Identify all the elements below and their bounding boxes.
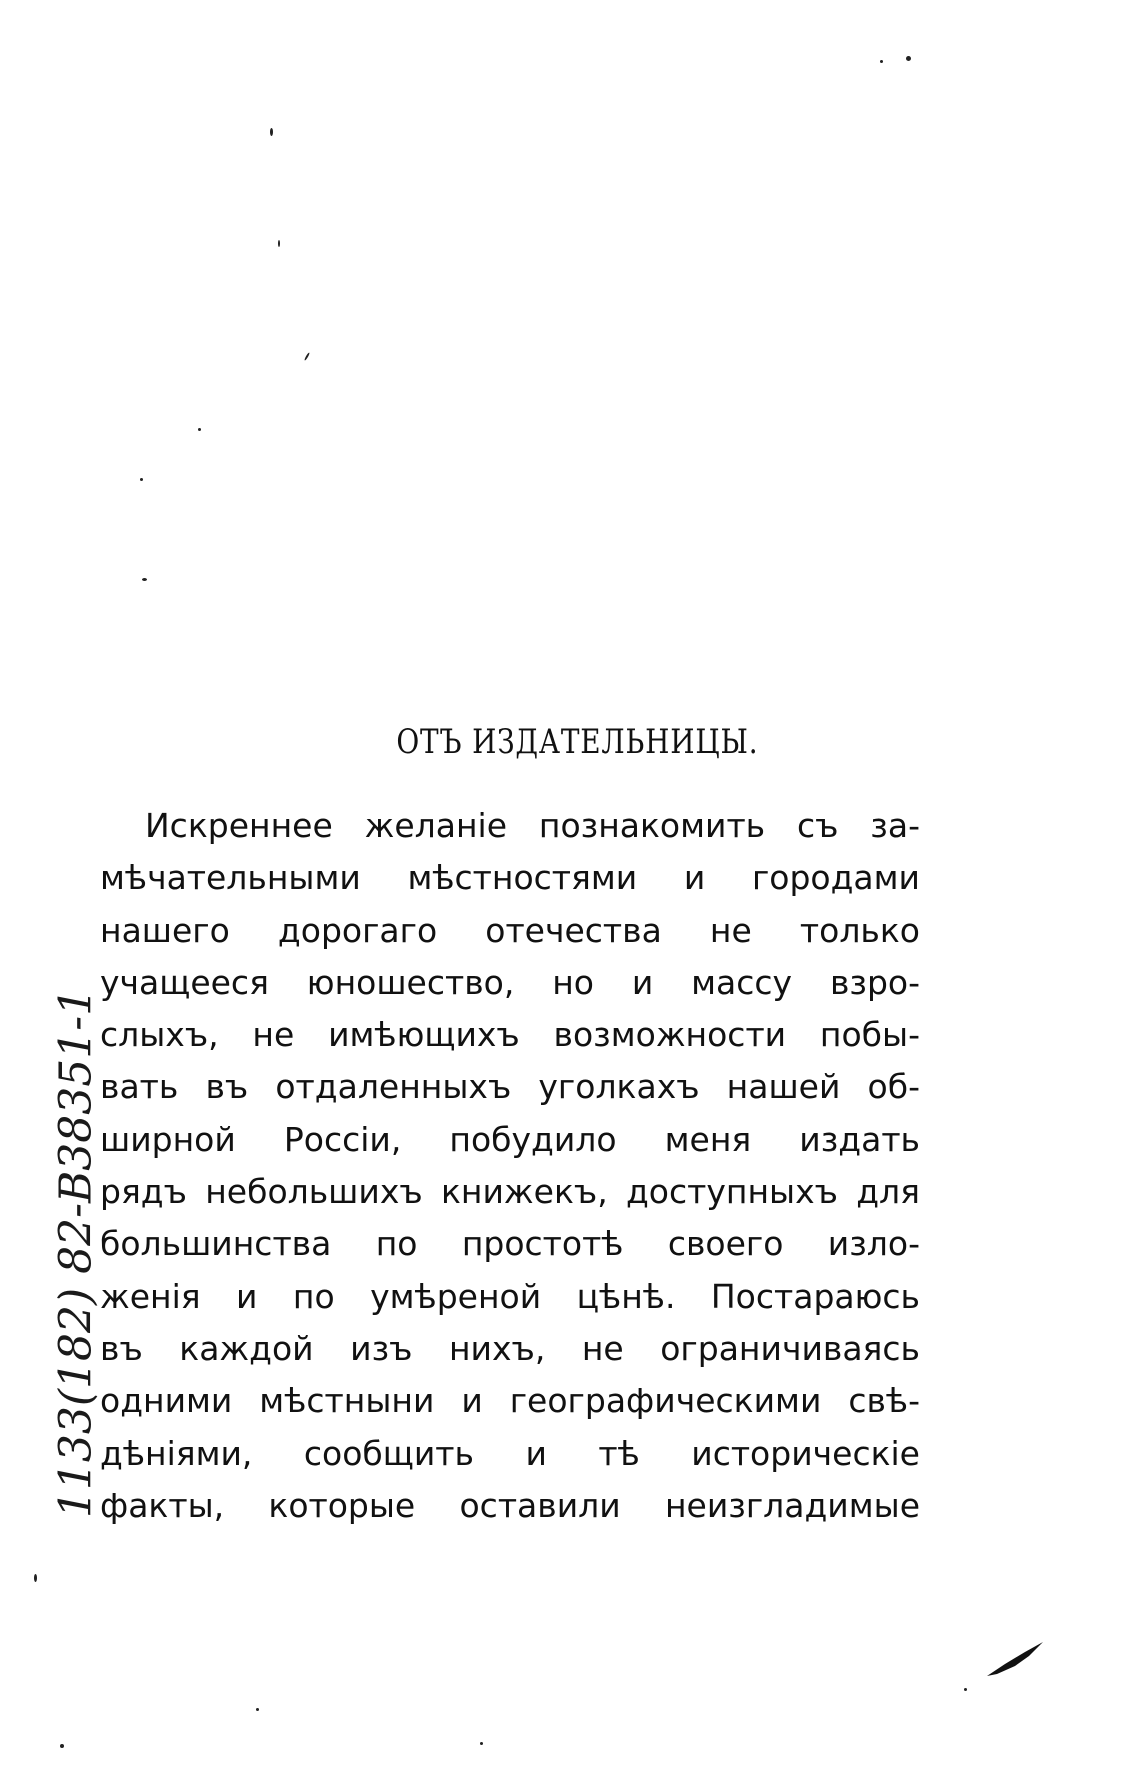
ink-smudge <box>985 1640 1045 1680</box>
scan-speck <box>34 1574 37 1582</box>
text-line: одними мѣстныни и географическими свѣ- <box>100 1381 920 1421</box>
text-line: рядъ небольшихъ книжекъ, доступныхъ для <box>100 1172 920 1212</box>
scan-speck <box>964 1688 967 1691</box>
text-line: учащееся юношество, но и массу взро- <box>100 962 920 1002</box>
scan-speck <box>142 578 147 581</box>
text-line: въ каждой изъ нихъ, не ограничиваясь <box>100 1328 920 1368</box>
section-heading: ОТЪ ИЗДАТЕЛЬНИЦЫ. <box>396 722 759 762</box>
marginalia <box>46 808 106 1698</box>
scan-speck <box>140 478 143 481</box>
text-line: факты, которые оставили неизгладимые <box>100 1485 920 1525</box>
text-line: женія и по умѣреной цѣнѣ. Постараюсь <box>100 1276 920 1316</box>
text-line: слыхъ, не имѣющихъ возможности побы- <box>100 1015 920 1055</box>
text-line: нашего дорогаго отечества не только <box>100 910 920 950</box>
scan-speck <box>198 428 201 431</box>
text-line: ширной Россіи, побудило меня издать <box>100 1119 920 1159</box>
text-line: мѣчательными мѣстностями и городами <box>100 858 920 898</box>
scan-speck <box>906 56 911 61</box>
scan-speck <box>60 1744 64 1748</box>
scan-speck <box>278 240 280 247</box>
text-line: Искреннее желаніе познакомить съ за- <box>145 806 920 845</box>
text-line: большинства по простотѣ своего изло- <box>100 1224 920 1264</box>
body-text <box>100 800 920 1532</box>
text-line: дѣніями, сообщить и тѣ историческіе <box>100 1433 920 1473</box>
scan-speck <box>256 1708 259 1711</box>
marginalia-shelfmark: 1133(182) 82-B38351-1 <box>50 987 102 1519</box>
scan-speck <box>304 352 310 361</box>
scan-speck <box>880 60 883 63</box>
scan-speck <box>270 128 273 136</box>
scan-speck <box>480 1742 483 1745</box>
text-line: вать въ отдаленныхъ уголкахъ нашей об- <box>100 1067 920 1107</box>
